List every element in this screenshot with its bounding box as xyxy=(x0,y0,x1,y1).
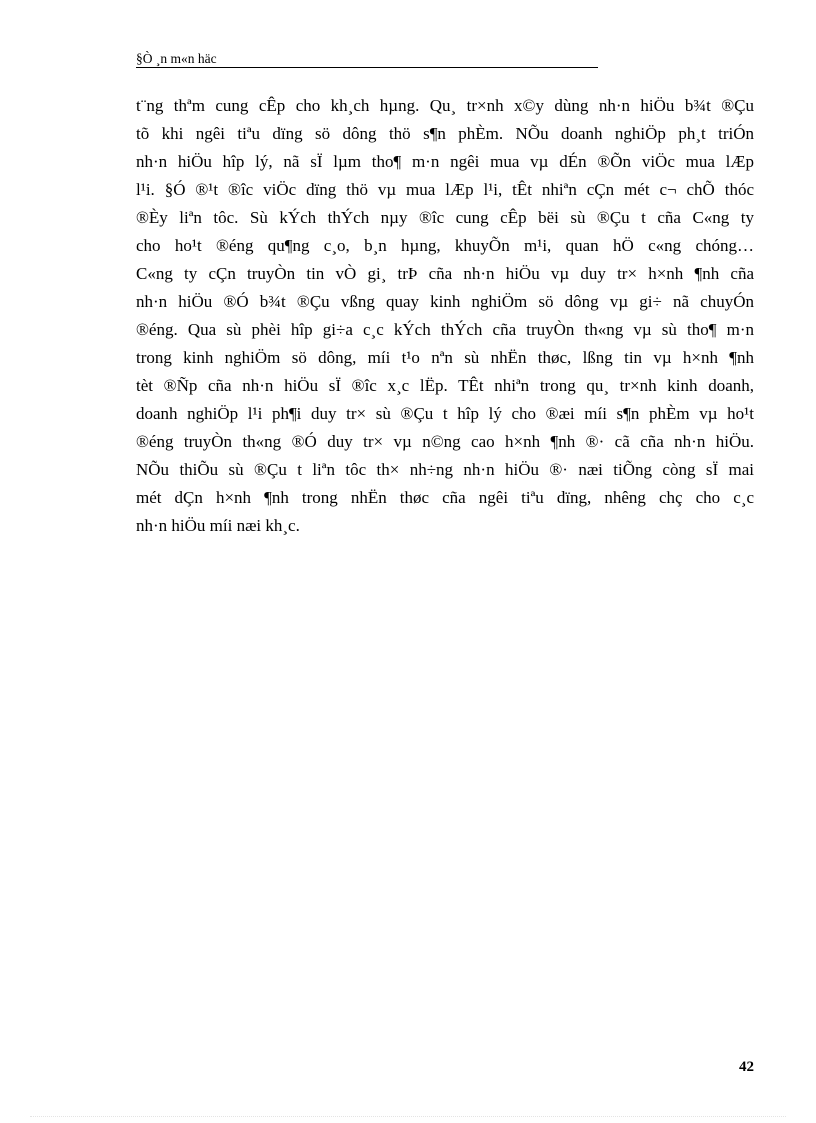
paragraph-line: C«ng ty cÇn truyÒn tin vÒ gi¸ trÞ cña nh·n hiÖu vµ duy tr× h×nh ¶nh cña xyxy=(136,264,754,283)
page-header xyxy=(136,50,598,68)
paragraph-line: tõ khi ngêi tiªu dïng sö dông thö s¶n phÈm. NÕu doanh nghiÖp ph¸t triÓn xyxy=(136,124,754,143)
paragraph-line: l¹i. §Ó ®¹t ®îc viÖc dïng thö vµ mua lÆp l¹i, tÊt nhiªn cÇn mét c¬ chÕ thóc xyxy=(136,180,754,199)
paragraph-line: ®éng truyÒn th«ng ®Ó duy tr× vµ n©ng cao h×nh ¶nh ®· cã cña nh·n hiÖu. xyxy=(136,432,754,451)
page-bottom-divider xyxy=(30,1116,786,1117)
page-number: 42 xyxy=(739,1059,754,1075)
paragraph-line: tèt ®Ñp cña nh·n hiÖu sÏ ®îc x¸c lËp. TÊt nhiªn trong qu¸ tr×nh kinh doanh, xyxy=(136,376,754,395)
paragraph-line: mét dÇn h×nh ¶nh trong nhËn thøc cña ngêi tiªu dïng, nhêng chç cho c¸c xyxy=(136,488,754,507)
paragraph-line: nh·n hiÖu míi næi kh¸c. xyxy=(136,516,300,535)
paragraph-line: nh·n hiÖu hîp lý, nã sÏ lµm tho¶ m·n ngêi mua vµ dÉn ®Õn viÖc mua lÆp xyxy=(136,152,754,171)
paragraph-line: NÕu thiÕu sù ®Çu t liªn tôc th× nh÷ng nh·n hiÖu ®· næi tiÕng còng sÏ mai xyxy=(136,460,754,479)
body-paragraph xyxy=(136,92,754,540)
paragraph-line: nh·n hiÖu ®Ó b¾t ®Çu vßng quay kinh nghiÖm sö dông vµ gi÷ nã chuyÓn xyxy=(136,292,754,311)
paragraph-line: t¨ng thªm cung cÊp cho kh¸ch hµng. Qu¸ tr×nh x©y dùng nh·n hiÖu b¾t ®Çu xyxy=(136,96,754,115)
paragraph-line: trong kinh nghiÖm sö dông, míi t¹o nªn sù nhËn thøc, lßng tin vµ h×nh ¶nh xyxy=(136,348,754,367)
paragraph-line: ®Èy liªn tôc. Sù kÝch thÝch nµy ®îc cung cÊp bëi sù ®Çu t cña C«ng ty xyxy=(136,208,754,227)
paragraph-line: doanh nghiÖp l¹i ph¶i duy tr× sù ®Çu t hîp lý cho ®æi míi s¶n phÈm vµ ho¹t xyxy=(136,404,754,423)
paragraph-line: cho ho¹t ®éng qu¶ng c¸o, b¸n hµng, khuyÕn m¹i, quan hÖ c«ng chóng… xyxy=(136,236,754,255)
header-title: §Ò ¸n m«n häc xyxy=(136,51,217,66)
paragraph-line: ®éng. Qua sù phèi hîp gi÷a c¸c kÝch thÝch cña truyÒn th«ng vµ sù tho¶ m·n xyxy=(136,320,754,339)
